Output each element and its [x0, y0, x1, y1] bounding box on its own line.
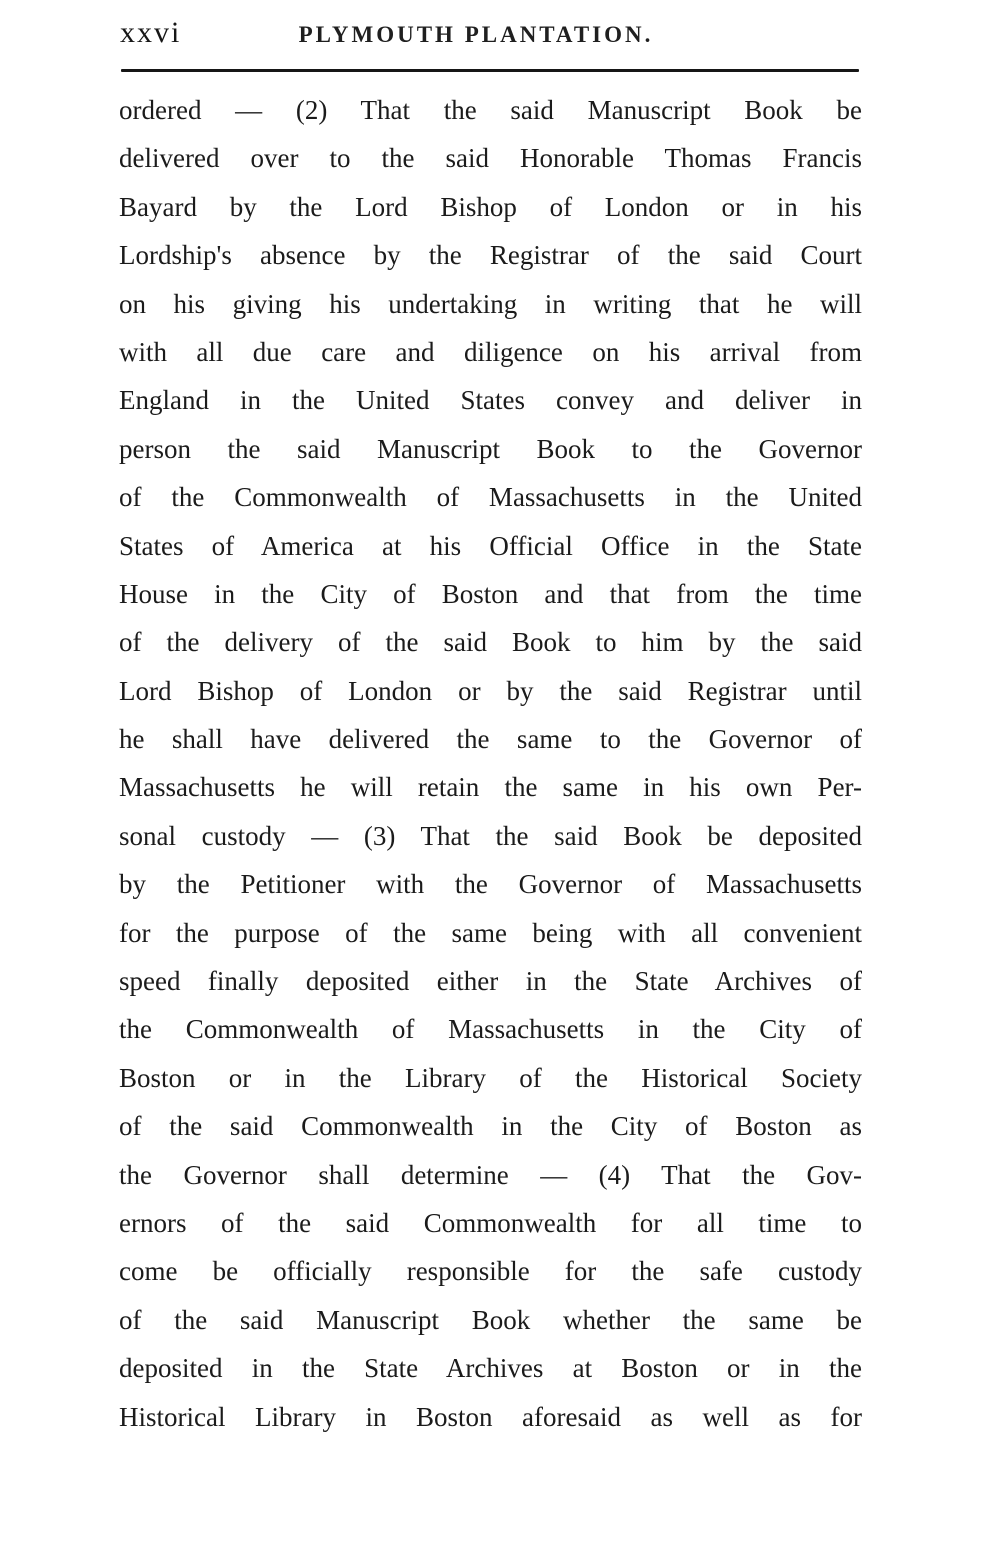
text-line: speed finally deposited either in the State Archives of — [119, 966, 862, 997]
text-line: ernors of the said Commonwealth for all time to — [119, 1207, 862, 1238]
page-number: xxvi — [120, 16, 182, 49]
header-rule — [121, 69, 859, 72]
text-line: of the Commonwealth of Massachusetts in the United — [119, 482, 862, 513]
text-line: England in the United States convey and deliver in — [119, 385, 862, 416]
text-line: States of America at his Official Office in the State — [119, 530, 862, 561]
text-line: Bayard by the Lord Bishop of London or in his — [119, 191, 862, 222]
page-header — [120, 14, 862, 54]
text-line: he shall have delivered the same to the Governor of — [119, 724, 862, 755]
text-line: sonal custody — (3) That the said Book be deposited — [119, 820, 862, 851]
text-line: of the said Manuscript Book whether the same be — [119, 1304, 862, 1335]
text-line: Lordship's absence by the Registrar of the said Court — [119, 240, 862, 271]
text-line: delivered over to the said Honorable Thomas Francis — [119, 143, 862, 174]
text-line: come be officially responsible for the safe custody — [119, 1256, 862, 1287]
text-line: on his giving his undertaking in writing that he will — [119, 288, 862, 319]
text-line: House in the City of Boston and that from the time — [119, 578, 862, 609]
running-title: PLYMOUTH PLANTATION. — [298, 22, 654, 47]
text-line: for the purpose of the same being with all convenient — [119, 917, 862, 948]
text-line: of the delivery of the said Book to him by the said — [119, 627, 862, 658]
body-text — [119, 86, 862, 1441]
text-line: by the Petitioner with the Governor of Massachusetts — [119, 869, 862, 900]
text-line: deposited in the State Archives at Boston or in the — [119, 1353, 862, 1384]
text-line: the Commonwealth of Massachusetts in the City of — [119, 1014, 862, 1045]
text-line: Historical Library in Boston aforesaid as well as for — [119, 1401, 862, 1432]
text-line: ordered — (2) That the said Manuscript Book be — [119, 95, 862, 125]
text-line: with all due care and diligence on his arrival from — [119, 336, 862, 367]
text-line: person the said Manuscript Book to the Governor — [119, 433, 862, 464]
text-line: Lord Bishop of London or by the said Registrar until — [119, 675, 862, 706]
text-line: the Governor shall determine — (4) That the Gov- — [119, 1159, 862, 1190]
text-line: Boston or in the Library of the Historical Society — [119, 1062, 862, 1093]
text-line: of the said Commonwealth in the City of Boston as — [119, 1111, 862, 1142]
text-line: Massachusetts he will retain the same in his own Per- — [119, 772, 862, 803]
